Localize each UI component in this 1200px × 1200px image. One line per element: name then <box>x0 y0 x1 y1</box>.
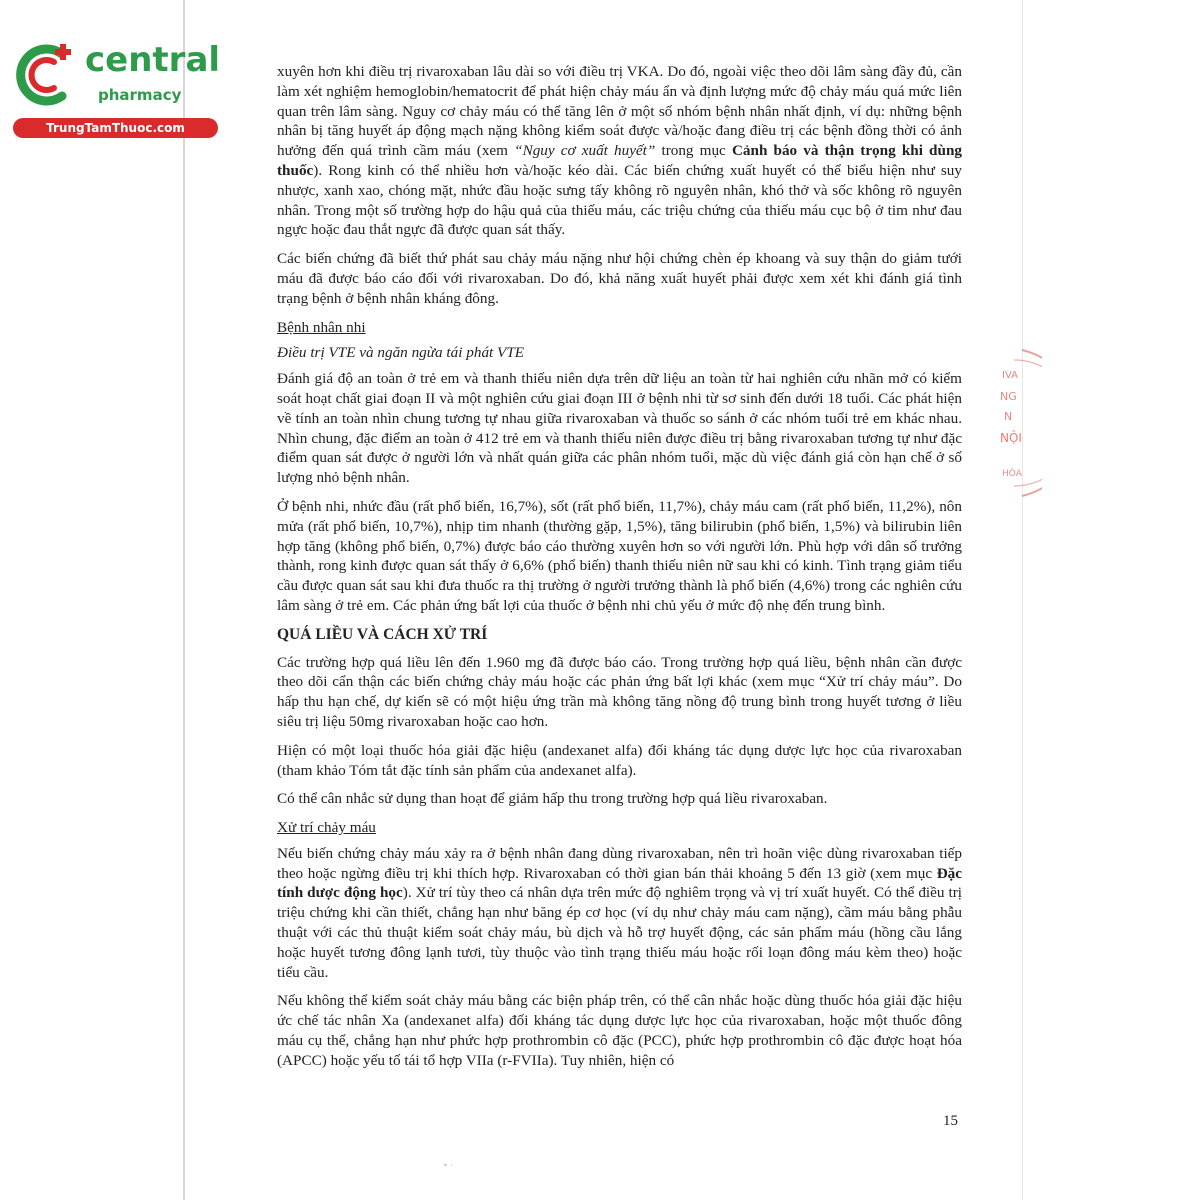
paragraph-bleeding-risk <box>277 62 962 240</box>
page-edge-left <box>183 0 185 1200</box>
document-body <box>277 62 962 1080</box>
bold-reference: Cảnh báo và thận trọng khi dùng thuốc <box>277 142 962 179</box>
text-span: ). Xử trí tùy theo cá nhân dựa trên mức độ nghiêm trọng và vị trí xuất huyết. Có thể điều trị triệu chứng khi cần thiết, chẳng hạn như băng ép cơ học (ví dụ như chảy máu cam nặng), cầm máu bằng phẫu thuật với các thủ thuật kiểm soát chảy máu, bù dịch và hỗ trợ huyết động, các sản phẩm máu (hồng cầu lắng hoặc huyết tương đông lạnh tươi, tùy thuộc vào tình trạng thiếu máu hoặc rối loạn đông máu kèm theo) hoặc tiểu cầu. <box>277 884 962 981</box>
scan-mark: • · <box>443 1161 453 1170</box>
central-pharmacy-logo[interactable] <box>10 38 221 138</box>
stamp-text-3: N <box>1004 410 1013 423</box>
paragraph-reversal-agents: Nếu không thể kiểm soát chảy máu bằng các biện pháp trên, có thể cân nhắc hoặc dùng thuốc hóa giải đặc hiệu ức chế tác nhân Xa (andexanet alfa) đối kháng tác dụng dược lực học của rivaroxaban, hoặc một thuốc đông máu cụ thể, chẳng hạn như phức hợp prothrombin cô đặc (PCC), phức hợp prothrombin cô đặc được hoạt hóa (APCC) hoặc yếu tố tái tổ hợp VIIa (r-FVIIa). Tuy nhiên, hiện có <box>277 992 962 1069</box>
paragraph-antidote: Hiện có một loại thuốc hóa giải đặc hiệu (andexanet alfa) đối kháng tác dụng dược lực học của rivaroxaban (tham khảo Tóm tắt đặc tính sản phẩm của andexanet alfa). <box>277 741 962 779</box>
logo-url-badge[interactable]: TrungTamThuoc.com <box>13 118 218 138</box>
page-edge-right <box>1022 0 1023 1200</box>
text-span: Nếu biến chứng chảy máu xảy ra ở bệnh nhân đang dùng rivaroxaban, nên trì hoãn việc dùng rivaroxaban tiếp theo hoặc ngừng điều trị khi thích hợp. Rivaroxaban có thời gian bán thải khoảng 5 đến 13 giờ (xem mục <box>277 844 962 882</box>
paragraph-pediatric-adverse: Ở bệnh nhi, nhức đầu (rất phổ biến, 16,7%), sốt (rất phổ biến, 11,7%), chảy máu cam (rất phổ biến, 11,2%), nôn mửa (rất phổ biến, 10,7%), nhịp tim nhanh (thường gặp, 1,5%), tăng bilirubin (phổ biến, 1,5%) và bilirubin liên hợp tăng (không phổ biến, 0,7%) được báo cáo thường xuyên hơn so với người lớn. Phù hợp với dân số trưởng thành, rong kinh được quan sát thấy ở 6,6% (phổ biến) thanh thiếu niên nữ sau khi có kinh. Tình trạng giảm tiểu cầu được quan sát sau khi đưa thuốc ra thị trường ở người trưởng thành là phổ biến (4,6%) trong các nghiên cứu lâm sàng ở trẻ em. Các phản ứng bất lợi của thuốc ở bệnh nhi chủ yếu ở mức độ nhẹ đến trung bình. <box>277 497 962 614</box>
official-stamp-fragment <box>982 348 1042 498</box>
stamp-text-1: IVA <box>1002 370 1018 381</box>
logo-subtitle: pharmacy <box>98 86 182 104</box>
stamp-text-5: HÒA <box>1002 469 1022 479</box>
paragraph-overdose: Các trường hợp quá liều lên đến 1.960 mg đã được báo cáo. Trong trường hợp quá liều, bệnh nhân cần được theo dõi cẩn thận các biến chứng chảy máu hoặc các phản ứng bất lợi khác (xem mục “Xử trí chảy máu”. Do hấp thu hạn chế, dự kiến sẽ có một hiệu ứng trần mà không tăng nồng độ trung bình trong huyết tương ở liều siêu trị liệu 50mg rivaroxaban hoặc cao hơn. <box>277 653 962 730</box>
bold-reference: Đặc tính dược động học <box>277 864 962 902</box>
page-number: 15 <box>943 1113 958 1129</box>
text-span: trong mục <box>655 142 732 160</box>
section-subheading-vte: Điều trị VTE và ngăn ngừa tái phát VTE <box>277 344 525 362</box>
text-span: ). Rong kinh có thể nhiều hơn và/hoặc kéo dài. Các biến chứng xuất huyết có thể biểu hiện như suy nhược, xanh xao, chóng mặt, nhức đầu hoặc sưng tấy không rõ nguyên nhân, khó thở và sốc không rõ nguyên nhân. Trong một số trường hợp do hậu quả của thiếu máu, các triệu chứng của thiếu máu cục bộ ở tim như đau ngực hoặc đau thắt ngực đã được quan sát thấy. <box>277 161 962 239</box>
section-subheading-pediatric: Bệnh nhân nhi <box>277 318 366 336</box>
section-heading-overdose: QUÁ LIỀU VÀ CÁCH XỬ TRÍ <box>277 625 488 643</box>
stamp-text-2: NG <box>1000 390 1017 403</box>
paragraph-activated-charcoal: Có thể cân nhắc sử dụng than hoạt để giảm hấp thu trong trường hợp quá liều rivaroxaban. <box>277 790 828 808</box>
paragraph-pediatric-safety: Đánh giá độ an toàn ở trẻ em và thanh thiếu niên dựa trên dữ liệu an toàn từ hai nghiên cứu nhãn mở có kiểm soát hoạt chất giai đoạn II và một nghiên cứu giai đoạn III ở bệnh nhi từ sơ sinh đến dưới 18 tuổi. Các phát hiện về tính an toàn nhìn chung tương tự nhau giữa rivaroxaban và thuốc so sánh ở các nhóm tuổi trẻ em khác nhau. Nhìn chung, đặc điểm an toàn ở 412 trẻ em và thanh thiếu niên được điều trị bằng rivaroxaban tương tự như đặc điểm quan sát được ở người lớn và nhất quán giữa các phân nhóm tuổi, mặc dù việc đánh giá còn hạn chế ở số lượng nhỏ bệnh nhân. <box>277 370 962 487</box>
paragraph-bleeding-management <box>277 844 962 983</box>
section-subheading-bleeding: Xử trí chảy máu <box>277 819 376 837</box>
text-span: xuyên hơn khi điều trị rivaroxaban lâu dài so với điều trị VKA. Do đó, ngoài việc theo dõi lâm sàng đầy đủ, cần làm xét nghiệm hemoglobin/hematocrit để phát hiện chảy máu ẩn và định lượng mức độ chảy máu quá mức liên quan trên lâm sàng. Nguy cơ chảy máu có thể tăng lên ở một số nhóm bệnh nhân nhất định, ví dụ: những bệnh nhân bị tăng huyết áp động mạch nặng không kiểm soát được và/hoặc đang điều trị các bệnh đồng thời có ảnh hưởng đến quá trình cầm máu (xem <box>277 63 962 160</box>
stamp-text-4: NỘI <box>1000 431 1022 445</box>
paragraph-complications: Các biến chứng đã biết thứ phát sau chảy máu nặng như hội chứng chèn ép khoang và suy thận do giảm tưới máu đã được báo cáo đối với rivaroxaban. Do đó, khả năng xuất huyết phải được xem xét khi đánh giá tình trạng bệnh ở bệnh nhân kháng đông. <box>277 250 962 307</box>
pharmacy-cross-icon <box>10 40 80 110</box>
italic-reference: “Nguy cơ xuất huyết” <box>514 142 656 160</box>
logo-name: central <box>85 40 221 80</box>
